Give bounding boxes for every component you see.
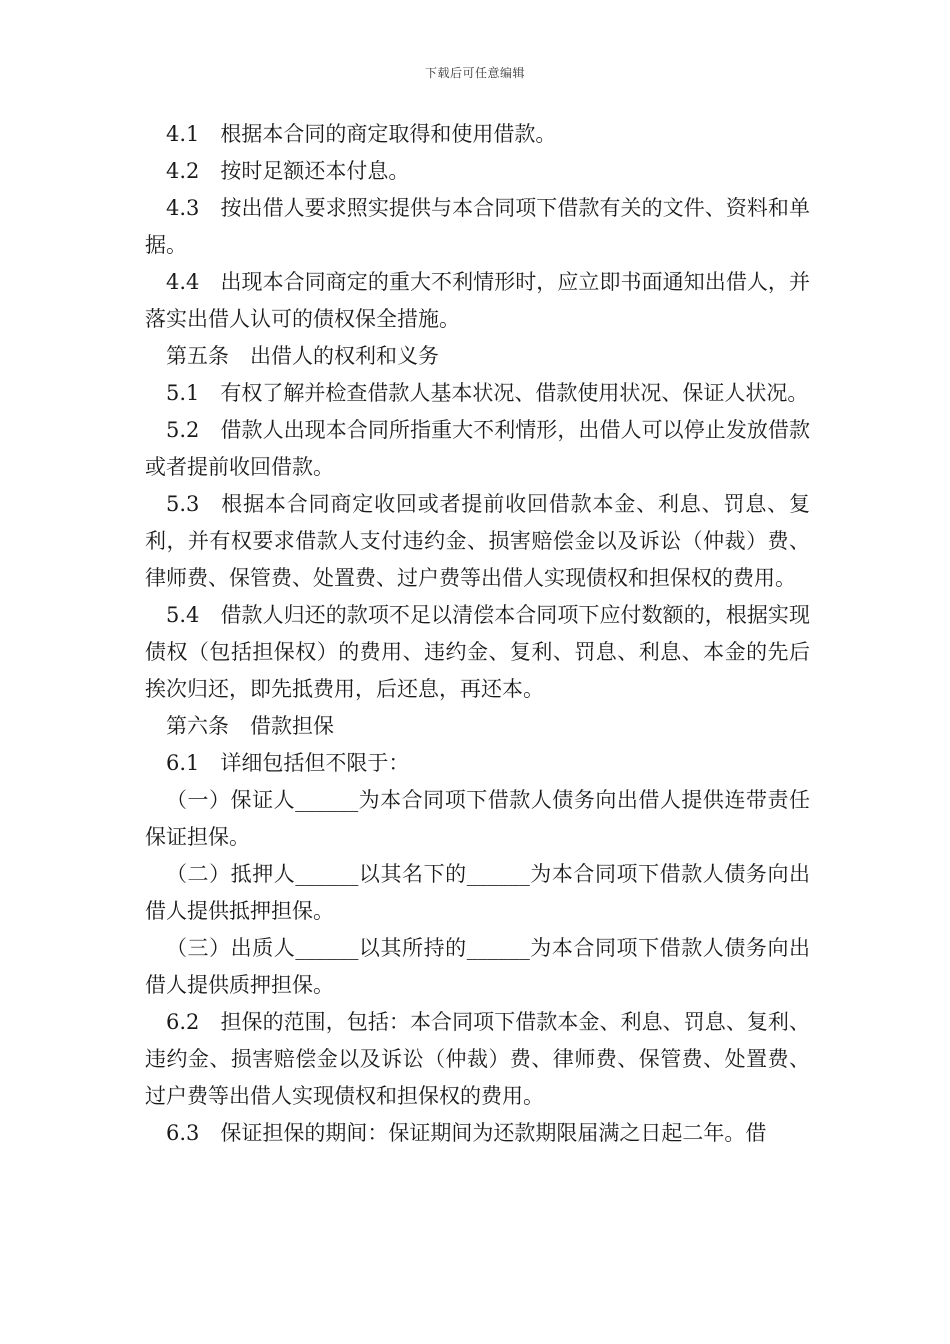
clause-5-3: 5.3 根据本合同商定收回或者提前收回借款本金、利息、罚息、复利，并有权要求借款人支付违约金、损害赔偿金以及诉讼（仲裁）费、律师费、保管费、处置费、过户费等出借人实现债权和担保权的费用。 [145, 492, 810, 590]
clause-6-1-item-3: （三）出质人______以其所持的______为本合同项下借款人债务向出借人提供质押担保。 [145, 936, 810, 997]
clause-6-1-item-2: （二）抵押人______以其名下的______为本合同项下借款人债务向出借人提供抵押担保。 [145, 862, 810, 923]
clause-4-2: 4.2 按时足额还本付息。 [166, 159, 410, 183]
clause-6-2: 6.2 担保的范围，包括：本合同项下借款本金、利息、罚息、复利、违约金、损害赔偿金以及诉讼（仲裁）费、律师费、保管费、处置费、过户费等出借人实现债权和担保权的费用。 [145, 1010, 810, 1108]
clause-5-4: 5.4 借款人归还的款项不足以清偿本合同项下应付数额的，根据实现债权（包括担保权）的费用、违约金、复利、罚息、利息、本金的先后挨次归还，即先抵费用，后还息，再还本。 [145, 603, 810, 701]
article-6-heading: 第六条 借款担保 [166, 714, 334, 738]
page-header: 下载后可任意编辑 [424, 66, 525, 80]
clause-5-1: 5.1 有权了解并检查借款人基本状况、借款使用状况、保证人状况。 [166, 381, 809, 405]
clause-6-1-item-1: （一）保证人______为本合同项下借款人债务向出借人提供连带责任保证担保。 [145, 788, 810, 849]
clause-5-2: 5.2 借款人出现本合同所指重大不利情形，出借人可以停止发放借款或者提前收回借款。 [145, 418, 810, 479]
clause-6-3: 6.3 保证担保的期间：保证期间为还款期限届满之日起二年。借 [166, 1121, 767, 1145]
clause-6-1: 6.1 详细包括但不限于： [166, 751, 410, 775]
clause-4-3: 4.3 按出借人要求照实提供与本合同项下借款有关的文件、资料和单据。 [145, 196, 810, 257]
article-5-heading: 第五条 出借人的权利和义务 [166, 344, 439, 368]
clause-4-1: 4.1 根据本合同的商定取得和使用借款。 [166, 122, 557, 146]
clause-4-4: 4.4 出现本合同商定的重大不利情形时，应立即书面通知出借人，并落实出借人认可的债权保全措施。 [145, 270, 810, 331]
document-body [145, 116, 810, 1152]
